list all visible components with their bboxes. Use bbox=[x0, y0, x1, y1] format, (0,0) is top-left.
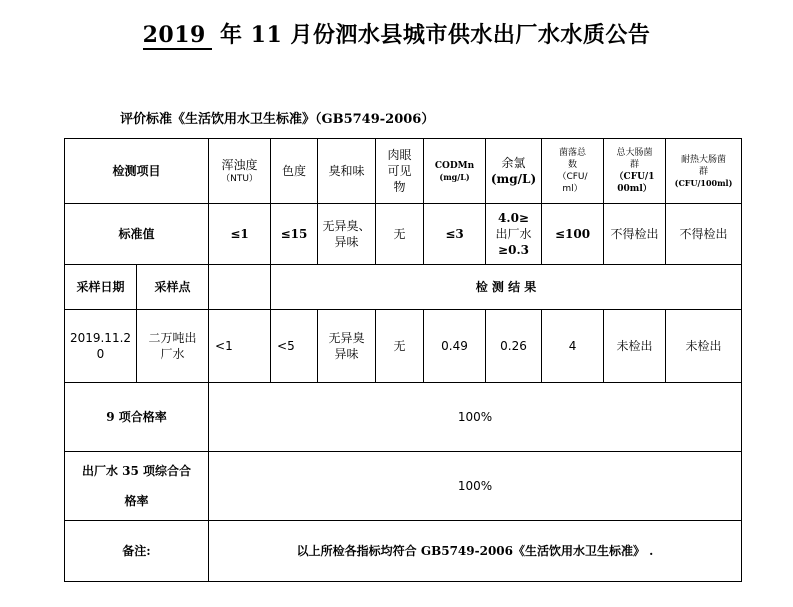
header-colony-1: 菌落总 bbox=[559, 148, 587, 158]
result-odor bbox=[318, 310, 376, 383]
header-coliform-2: 群 bbox=[630, 160, 640, 170]
header-row bbox=[65, 139, 742, 204]
pass-rate-35-row bbox=[65, 452, 742, 521]
water-quality-table bbox=[64, 138, 742, 582]
standard-chlorine bbox=[486, 204, 542, 265]
standard-visible: 无 bbox=[376, 204, 424, 265]
pass-rate-35-value: 100% bbox=[209, 452, 742, 521]
standard-color: ≤15 bbox=[271, 204, 318, 265]
pass-rate-35-label bbox=[65, 452, 209, 521]
note-label: 备注: bbox=[65, 521, 209, 582]
header-colony bbox=[542, 139, 604, 204]
header-visible-1: 肉眼 bbox=[387, 148, 412, 162]
standard-odor bbox=[318, 204, 376, 265]
sample-header-blank bbox=[209, 265, 271, 310]
result-point bbox=[137, 310, 209, 383]
header-thermo-2: 群 bbox=[699, 166, 709, 177]
header-coliform-1: 总大肠菌 bbox=[616, 148, 653, 158]
header-coliform-4: 00ml） bbox=[617, 184, 652, 194]
standard-chlorine-1: 4.0≥ bbox=[498, 211, 529, 225]
result-cod: 0.49 bbox=[424, 310, 486, 383]
standard-cod: ≤3 bbox=[424, 204, 486, 265]
sample-point-header: 采样点 bbox=[137, 265, 209, 310]
pass-rate-35-label-1: 出厂水 35 项综合合 bbox=[81, 464, 192, 478]
header-cod-unit: (mg/L) bbox=[439, 171, 470, 182]
title-year: 2019 bbox=[143, 22, 212, 50]
header-turbidity-name: 浑浊度 bbox=[221, 158, 258, 172]
result-odor-2: 异味 bbox=[334, 347, 359, 361]
result-date bbox=[65, 310, 137, 383]
standard-odor-1: 无异臭、 bbox=[322, 219, 371, 233]
header-cod bbox=[424, 139, 486, 204]
header-cod-name: CODMn bbox=[434, 160, 475, 171]
header-visible-3: 物 bbox=[393, 180, 406, 194]
result-point-1: 二万吨出 bbox=[148, 331, 197, 345]
standard-coliform: 不得检出 bbox=[604, 204, 666, 265]
note-text: 以上所检各指标均符合 GB5749-2006《生活饮用水卫生标准》 . bbox=[209, 521, 742, 582]
results-header: 检 测 结 果 bbox=[271, 265, 742, 310]
result-coliform: 未检出 bbox=[604, 310, 666, 383]
standard-thermo: 不得检出 bbox=[666, 204, 742, 265]
sample-header-row bbox=[65, 265, 742, 310]
note-row bbox=[65, 521, 742, 582]
header-coliform bbox=[604, 139, 666, 204]
header-chlorine bbox=[486, 139, 542, 204]
page-title bbox=[0, 18, 793, 49]
header-thermo bbox=[666, 139, 742, 204]
result-date-1: 2019.11.2 bbox=[69, 331, 132, 345]
result-thermo: 未检出 bbox=[666, 310, 742, 383]
header-thermo-1: 耐热大肠菌 bbox=[681, 154, 727, 165]
result-turbidity: <1 bbox=[209, 310, 271, 383]
pass-rate-9-value: 100% bbox=[209, 383, 742, 452]
header-colony-2: 数 bbox=[568, 160, 578, 170]
header-coliform-3: （CFU/1 bbox=[614, 172, 655, 182]
result-color: <5 bbox=[271, 310, 318, 383]
pass-rate-9-label: 9 项合格率 bbox=[65, 383, 209, 452]
header-colony-4: ml） bbox=[562, 184, 583, 194]
header-item: 检测项目 bbox=[65, 139, 209, 204]
standard-chlorine-3: ≥0.3 bbox=[498, 243, 529, 257]
header-color: 色度 bbox=[271, 139, 318, 204]
standard-chlorine-2: 出厂水 bbox=[495, 227, 532, 241]
header-odor: 臭和味 bbox=[318, 139, 376, 204]
standard-colony: ≤100 bbox=[542, 204, 604, 265]
header-colony-3: （CFU/ bbox=[557, 172, 588, 182]
header-visible bbox=[376, 139, 424, 204]
result-row bbox=[65, 310, 742, 383]
header-chlorine-unit: (mg/L) bbox=[490, 172, 537, 186]
pass-rate-9-row bbox=[65, 383, 742, 452]
result-odor-1: 无异臭 bbox=[328, 331, 365, 345]
result-colony: 4 bbox=[542, 310, 604, 383]
header-thermo-3: (CFU/100ml) bbox=[674, 177, 733, 188]
header-chlorine-name: 余氯 bbox=[501, 156, 526, 170]
result-visible: 无 bbox=[376, 310, 424, 383]
header-turbidity bbox=[209, 139, 271, 204]
standard-turbidity: ≤1 bbox=[209, 204, 271, 265]
standard-row bbox=[65, 204, 742, 265]
standard-label: 标准值 bbox=[65, 204, 209, 265]
title-text: 年 11 月份泗水县城市供水出厂水水质公告 bbox=[219, 22, 651, 48]
pass-rate-35-label-2: 格率 bbox=[124, 494, 149, 508]
header-turbidity-unit: （NTU） bbox=[221, 174, 258, 184]
result-date-2: 0 bbox=[96, 347, 105, 361]
result-chlorine: 0.26 bbox=[486, 310, 542, 383]
sample-date-header: 采样日期 bbox=[65, 265, 137, 310]
standard-odor-2: 异味 bbox=[334, 235, 359, 249]
header-visible-2: 可见 bbox=[387, 164, 412, 178]
result-point-2: 厂水 bbox=[160, 347, 185, 361]
evaluation-standard: 评价标准《生活饮用水卫生标准》（GB5749-2006） bbox=[120, 112, 435, 127]
